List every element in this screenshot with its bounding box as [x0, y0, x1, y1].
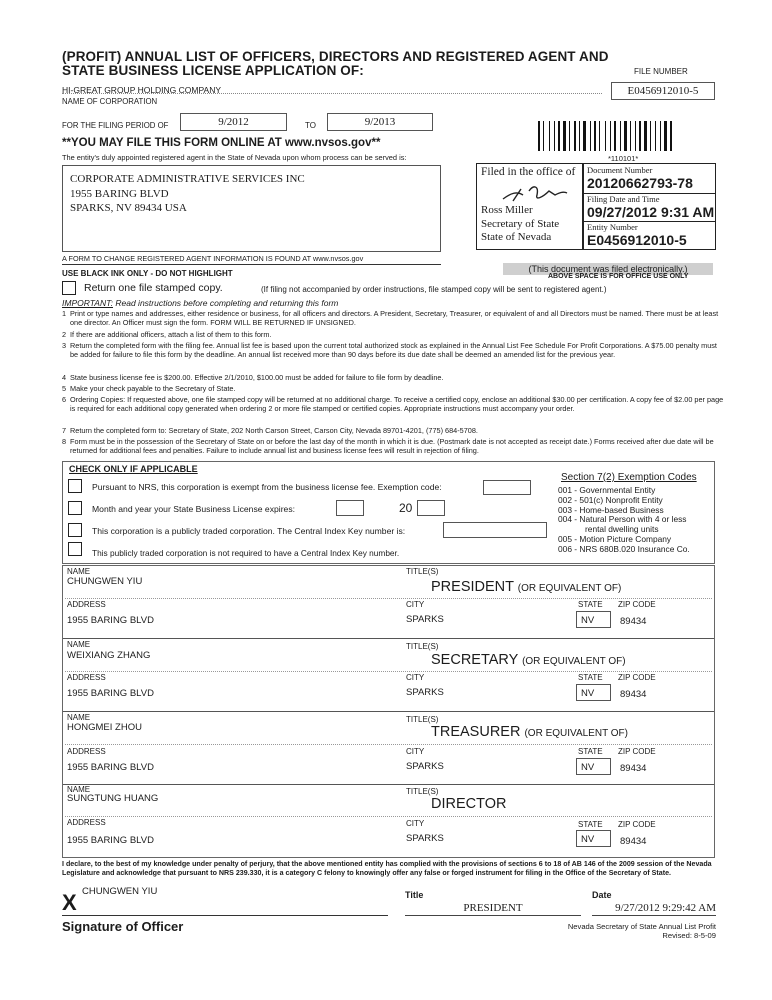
- officer-title-text: TREASURER: [431, 724, 521, 740]
- instruction-text: Return the completed form with the filing fee. Annual list fee is based upon the current total authorized stock as explained in the Annual List Fee Schedule For Profit Corporations. A $75.00 penalty must be added for failure to file this form by the deadline. An annual list received more than 90 days before its due date shall be deemed an amended list for the previous year.: [70, 341, 717, 359]
- instruction-number: 3: [62, 341, 67, 350]
- footer: [530, 922, 716, 940]
- city-label: CITY: [406, 673, 425, 682]
- instruction-number: 5: [62, 384, 67, 393]
- officer-name: WEIXIANG ZHANG: [67, 650, 151, 661]
- officer-zip: 89434: [620, 689, 647, 700]
- instruction-text: If there are additional officers, attach a list of them to this form.: [70, 330, 272, 339]
- check-section-heading: CHECK ONLY IF APPLICABLE: [69, 464, 198, 474]
- electronic-filing-notice: (This document was filed electronically.): [503, 263, 713, 275]
- barcode-bar: [558, 121, 560, 151]
- signature-line[interactable]: [62, 915, 388, 916]
- form-title-line-1: (PROFIT) ANNUAL LIST OF OFFICERS, DIRECTORS AND REGISTERED AGENT AND: [62, 49, 609, 64]
- name-label: NAME: [67, 567, 91, 576]
- barcode-bar: [554, 121, 555, 151]
- barcode-bar: [569, 121, 570, 151]
- barcode-bar: [662, 121, 663, 151]
- barcode-bar: [650, 121, 651, 151]
- file-number-box: [611, 82, 715, 100]
- agent-line-2: 1955 BARING BLVD: [70, 187, 169, 200]
- officer-zip: 89434: [620, 836, 647, 847]
- entity-number-label: Entity Number: [587, 222, 638, 232]
- signature-label: Signature of Officer: [62, 919, 184, 934]
- barcode-bar: [655, 121, 656, 151]
- barcode-bar: [664, 121, 667, 151]
- to-label: TO: [305, 121, 316, 130]
- exempt-label: Pursuant to NRS, this corporation is exempt from the business license fee. Exemption code:: [92, 482, 442, 492]
- state-label: STATE: [578, 600, 603, 609]
- signer-line-2: Secretary of State: [481, 217, 560, 230]
- barcode-bar: [648, 121, 649, 151]
- instruction-6: [62, 396, 727, 413]
- signature-date-field: [592, 900, 716, 916]
- barcode-bar: [607, 121, 609, 151]
- officer-city: SPARKS: [406, 833, 444, 844]
- barcode-bar: [597, 121, 598, 151]
- period-from-value: 9/2012: [218, 116, 249, 128]
- expiry-year-input[interactable]: [417, 500, 445, 516]
- officer-title-suffix: (OR EQUIVALENT OF): [522, 656, 626, 667]
- zip-label: ZIP CODE: [618, 820, 656, 829]
- stamp-divider: [582, 164, 584, 249]
- instruction-2: [62, 331, 727, 340]
- officer-state: NV: [581, 615, 595, 626]
- barcode-bar: [622, 121, 623, 151]
- title-label: Title: [405, 890, 424, 900]
- exemption-code-item: 001 - Governmental Entity: [558, 485, 656, 495]
- officer-title: [431, 652, 626, 668]
- instruction-1: [62, 310, 727, 327]
- officer-name: SUNGTUNG HUANG: [67, 793, 159, 804]
- address-label: ADDRESS: [67, 600, 106, 609]
- barcode-bar: [574, 121, 576, 151]
- expiry-month-input[interactable]: [336, 500, 364, 516]
- officer-city: SPARKS: [406, 614, 444, 625]
- officer-address: 1955 BARING BLVD: [67, 688, 154, 699]
- instruction-text: Ordering Copies: If requested above, one file stamped copy will be returned at no additional charge. To receive a certified copy, enclose an additional $30.00 per certification. A copy fee of $2.00 per page is required for each additional copy generated when ordering 2 or more file stamped or certified copies. Appropriate instructions must accompany your order.: [70, 395, 724, 413]
- agent-change-notice: A FORM TO CHANGE REGISTERED AGENT INFORMATION IS FOUND AT www.nvsos.gov: [62, 254, 364, 263]
- document-number-label: Document Number: [587, 165, 653, 175]
- exempt-checkbox[interactable]: [68, 479, 82, 493]
- instruction-number: 7: [62, 426, 67, 435]
- barcode-bar: [624, 121, 627, 151]
- filing-date-value: 09/27/2012 9:31 AM: [587, 204, 715, 220]
- instruction-5: [62, 385, 727, 394]
- barcode-bar: [549, 121, 550, 151]
- agent-intro: The entity's duly appointed registered agent in the State of Nevada upon whom process can be served is:: [62, 153, 407, 162]
- officer-title-suffix: (OR EQUIVALENT OF): [517, 583, 622, 594]
- filing-period-label: FOR THE FILING PERIOD OF: [62, 121, 169, 130]
- expiry-year-prefix: 20: [399, 501, 413, 515]
- barcode-bar: [545, 121, 548, 151]
- officer-state: NV: [581, 762, 595, 773]
- barcode-bar: [556, 121, 557, 151]
- city-label: CITY: [406, 600, 425, 609]
- titles-label: TITLE(S): [406, 715, 439, 724]
- row-rule: [65, 671, 712, 672]
- filed-stamp: [476, 163, 716, 250]
- agent-box: [62, 165, 441, 252]
- officer-address: 1955 BARING BLVD: [67, 762, 154, 773]
- titles-label: TITLE(S): [406, 642, 439, 651]
- barcode-bar: [670, 121, 672, 151]
- file-number-value: E0456912010-5: [627, 85, 699, 97]
- instruction-number: 8: [62, 437, 67, 446]
- barcode-bar: [561, 121, 562, 151]
- barcode-bar: [657, 121, 659, 151]
- officer-block: [63, 712, 714, 784]
- exemption-code-item: 006 - NRS 680B.020 Insurance Co.: [558, 543, 690, 554]
- online-notice: **YOU MAY FILE THIS FORM ONLINE AT www.nvsos.gov**: [62, 137, 381, 149]
- barcode-bar: [630, 121, 631, 151]
- public-traded-checkbox[interactable]: [68, 523, 82, 537]
- officer-address: 1955 BARING BLVD: [67, 615, 154, 626]
- row-rule: [65, 598, 712, 599]
- exemption-code-item: 005 - Motion Picture Company: [558, 533, 672, 544]
- officer-title: [431, 724, 628, 740]
- check-section: [62, 461, 715, 564]
- barcode-bar: [590, 121, 591, 151]
- footer-line-1: Nevada Secretary of State Annual List Profit: [567, 922, 716, 931]
- barcode-bar: [614, 121, 616, 151]
- footer-line-2: Revised: 8-5-09: [662, 931, 716, 940]
- instruction-number: 2: [62, 330, 67, 339]
- barcode-bar: [632, 121, 634, 151]
- filing-date-label: Filing Date and Time: [587, 194, 660, 204]
- public-traded-label: This corporation is a publicly traded corporation. The Central Index Key number is:: [92, 526, 406, 536]
- instruction-4: [62, 374, 727, 383]
- officers-table: [62, 565, 715, 858]
- handwritten-signature: [499, 181, 569, 205]
- signature-title-value: PRESIDENT: [463, 902, 523, 914]
- officer-title-text: PRESIDENT: [431, 579, 514, 595]
- city-label: CITY: [406, 747, 425, 756]
- barcode-bar: [583, 121, 586, 151]
- barcode: [538, 121, 716, 151]
- barcode-bar: [543, 121, 544, 151]
- no-cik-checkbox[interactable]: [68, 542, 82, 556]
- license-expiry-checkbox[interactable]: [68, 501, 82, 515]
- document-number-value: 20120662793-78: [587, 175, 693, 191]
- officer-city: SPARKS: [406, 687, 444, 698]
- officer-state: NV: [581, 688, 595, 699]
- license-expiry-label: Month and year your State Business License expires:: [92, 504, 296, 514]
- zip-label: ZIP CODE: [618, 600, 656, 609]
- officer-title: [431, 796, 506, 812]
- agent-line-1: CORPORATE ADMINISTRATIVE SERVICES INC: [70, 173, 305, 185]
- state-label: STATE: [578, 747, 603, 756]
- barcode-bar: [642, 121, 643, 151]
- row-rule: [65, 744, 712, 745]
- row-rule: [65, 816, 712, 817]
- barcode-bar: [579, 121, 580, 151]
- instruction-text: Form must be in the possession of the Secretary of State on or before the last day of the month in which it is due. (Postmark date is not accepted as receipt date.) Forms received after due date will be returned for additional fees and penalties. Failure to include annual list and business license fees will result in rejection of filing.: [70, 437, 714, 455]
- important-label: IMPORTANT:: [62, 298, 113, 308]
- instruction-number: 6: [62, 395, 67, 404]
- barcode-bar: [610, 121, 611, 151]
- barcode-bar: [652, 121, 654, 151]
- barcode-bar: [587, 121, 589, 151]
- barcode-bar: [538, 121, 540, 151]
- exemption-code-input[interactable]: [483, 480, 531, 495]
- zip-label: ZIP CODE: [618, 747, 656, 756]
- signer-name: CHUNGWEN YIU: [82, 886, 158, 897]
- barcode-bar: [567, 121, 568, 151]
- address-label: ADDRESS: [67, 673, 106, 682]
- instruction-text: Return the completed form to: Secretary of State, 202 North Carson Street, Carson City, Nevada 89701-4201, (775) 684-5708.: [70, 426, 478, 435]
- officer-zip: 89434: [620, 763, 647, 774]
- signer-line-1: Ross Miller: [481, 204, 533, 216]
- file-number-label: FILE NUMBER: [634, 67, 688, 76]
- barcode-bar: [599, 121, 600, 151]
- agent-divider: [62, 264, 441, 265]
- instruction-number: 4: [62, 373, 67, 382]
- officer-city: SPARKS: [406, 761, 444, 772]
- state-label: STATE: [578, 820, 603, 829]
- officer-block: [63, 639, 714, 711]
- barcode-bar: [617, 121, 619, 151]
- name-label: NAME: [67, 713, 91, 722]
- barcode-bar: [612, 121, 613, 151]
- entity-number-value: E0456912010-5: [587, 232, 687, 248]
- titles-label: TITLE(S): [406, 567, 439, 576]
- barcode-bar: [635, 121, 636, 151]
- period-from-field: [180, 113, 287, 131]
- ink-notice: USE BLACK INK ONLY - DO NOT HIGHLIGHT: [62, 269, 233, 278]
- exemption-code-item: 004 - Natural Person with 4 or less: [558, 514, 687, 525]
- barcode-bar: [620, 121, 621, 151]
- important-text: Read instructions before completing and returning this form: [115, 298, 339, 308]
- officer-state: NV: [581, 834, 595, 845]
- officer-name: CHUNGWEN YIU: [67, 576, 143, 587]
- central-index-key-input[interactable]: [443, 522, 547, 538]
- declaration-text: I declare, to the best of my knowledge under penalty of perjury, that the above mentioned entity has complied with the provisions of sections 6 to 18 of AB 146 of the 2009 session of the Nevada Legislature and acknowledge that pursuant to NRS 239.330, it is a category C felony to knowingly offer any false or forged instrument for filing in the Office of the Secretary of State.: [62, 860, 712, 877]
- officer-title-text: SECRETARY: [431, 652, 519, 668]
- office-use-notice: ABOVE SPACE IS FOR OFFICE USE ONLY: [548, 273, 689, 280]
- barcode-bar: [601, 121, 604, 151]
- officer-title-text: DIRECTOR: [431, 796, 507, 812]
- instruction-text: Print or type names and addresses, either residence or business, for all officers and directors. A President, Secretary, Treasurer, or equivalent of and all Directors must be named. There must be at least one director. An Officer must sign the form. FORM WILL BE RETURNED IF UNSIGNED.: [70, 309, 719, 327]
- state-box: [576, 830, 611, 847]
- form-title-line-2: STATE BUSINESS LICENSE APPLICATION OF:: [62, 63, 364, 78]
- instruction-number: 1: [62, 309, 67, 318]
- state-box: [576, 758, 611, 775]
- no-cik-label: This publicly traded corporation is not required to have a Central Index Key number.: [92, 548, 400, 558]
- barcode-bar: [581, 121, 582, 151]
- name-label: NAME: [67, 785, 91, 794]
- agent-line-3: SPARKS, NV 89434 USA: [70, 202, 187, 214]
- barcode-bar: [571, 121, 573, 151]
- period-to-field: [327, 113, 433, 131]
- corporation-name-field: [62, 80, 602, 94]
- period-to-value: 9/2013: [364, 116, 396, 128]
- date-label: Date: [592, 890, 612, 900]
- city-label: CITY: [406, 819, 425, 828]
- exemption-code-item: 002 - 501(c) Nonprofit Entity: [558, 494, 663, 505]
- instruction-8: [62, 438, 727, 455]
- barcode-bar: [551, 121, 553, 151]
- name-of-corporation-label: NAME OF CORPORATION: [62, 97, 158, 106]
- officer-title-suffix: (OR EQUIVALENT OF): [524, 728, 628, 739]
- signer-line-3: State of Nevada: [481, 231, 552, 243]
- instruction-3: [62, 342, 727, 359]
- return-copy-label: Return one file stamped copy.: [84, 282, 223, 294]
- officer-block: [63, 566, 714, 638]
- corporation-name-value: HI-GREAT GROUP HOLDING COMPANY: [62, 85, 222, 95]
- barcode-bar: [628, 121, 629, 151]
- signature-title-field: [405, 900, 581, 916]
- exemption-code-item: 003 - Home-based Business: [558, 504, 664, 515]
- barcode-bar: [594, 121, 596, 151]
- instruction-text: State business license fee is $200.00. Effective 2/1/2010, $100.00 must be added for failure to file form by deadline.: [70, 373, 444, 382]
- state-label: STATE: [578, 673, 603, 682]
- barcode-bar: [660, 121, 661, 151]
- signature-date-value: 9/27/2012 9:29:42 AM: [615, 902, 716, 914]
- instruction-7: [62, 427, 727, 436]
- exemption-codes-heading: Section 7(2) Exemption Codes: [561, 472, 697, 483]
- officer-name: HONGMEI ZHOU: [67, 722, 142, 733]
- address-label: ADDRESS: [67, 747, 106, 756]
- exemption-codes-list: [558, 486, 690, 555]
- barcode-bar: [541, 121, 542, 151]
- officer-block: [63, 785, 714, 858]
- barcode-caption: *110101*: [608, 154, 639, 163]
- barcode-bar: [644, 121, 647, 151]
- barcode-bar: [668, 121, 669, 151]
- titles-label: TITLE(S): [406, 787, 439, 796]
- barcode-bar: [639, 121, 641, 151]
- state-box: [576, 684, 611, 701]
- state-box: [576, 611, 611, 628]
- return-copy-checkbox[interactable]: [62, 281, 76, 295]
- barcode-bar: [563, 121, 566, 151]
- name-label: NAME: [67, 640, 91, 649]
- instruction-text: Make your check payable to the Secretary of State.: [70, 384, 236, 393]
- zip-label: ZIP CODE: [618, 673, 656, 682]
- barcode-bar: [592, 121, 593, 151]
- officer-address: 1955 BARING BLVD: [67, 835, 154, 846]
- filed-in-office-label: Filed in the office of: [481, 166, 576, 178]
- address-label: ADDRESS: [67, 818, 106, 827]
- barcode-bar: [637, 121, 638, 151]
- barcode-bar: [577, 121, 578, 151]
- barcode-bar: [605, 121, 606, 151]
- officer-title: [431, 579, 621, 595]
- return-copy-detail: (If filing not accompanied by order instructions, file stamped copy will be sent to registered agent.): [261, 285, 607, 294]
- signature-x-mark: X: [62, 890, 77, 915]
- officer-zip: 89434: [620, 616, 647, 627]
- exemption-code-item: rental dwelling units: [585, 524, 659, 535]
